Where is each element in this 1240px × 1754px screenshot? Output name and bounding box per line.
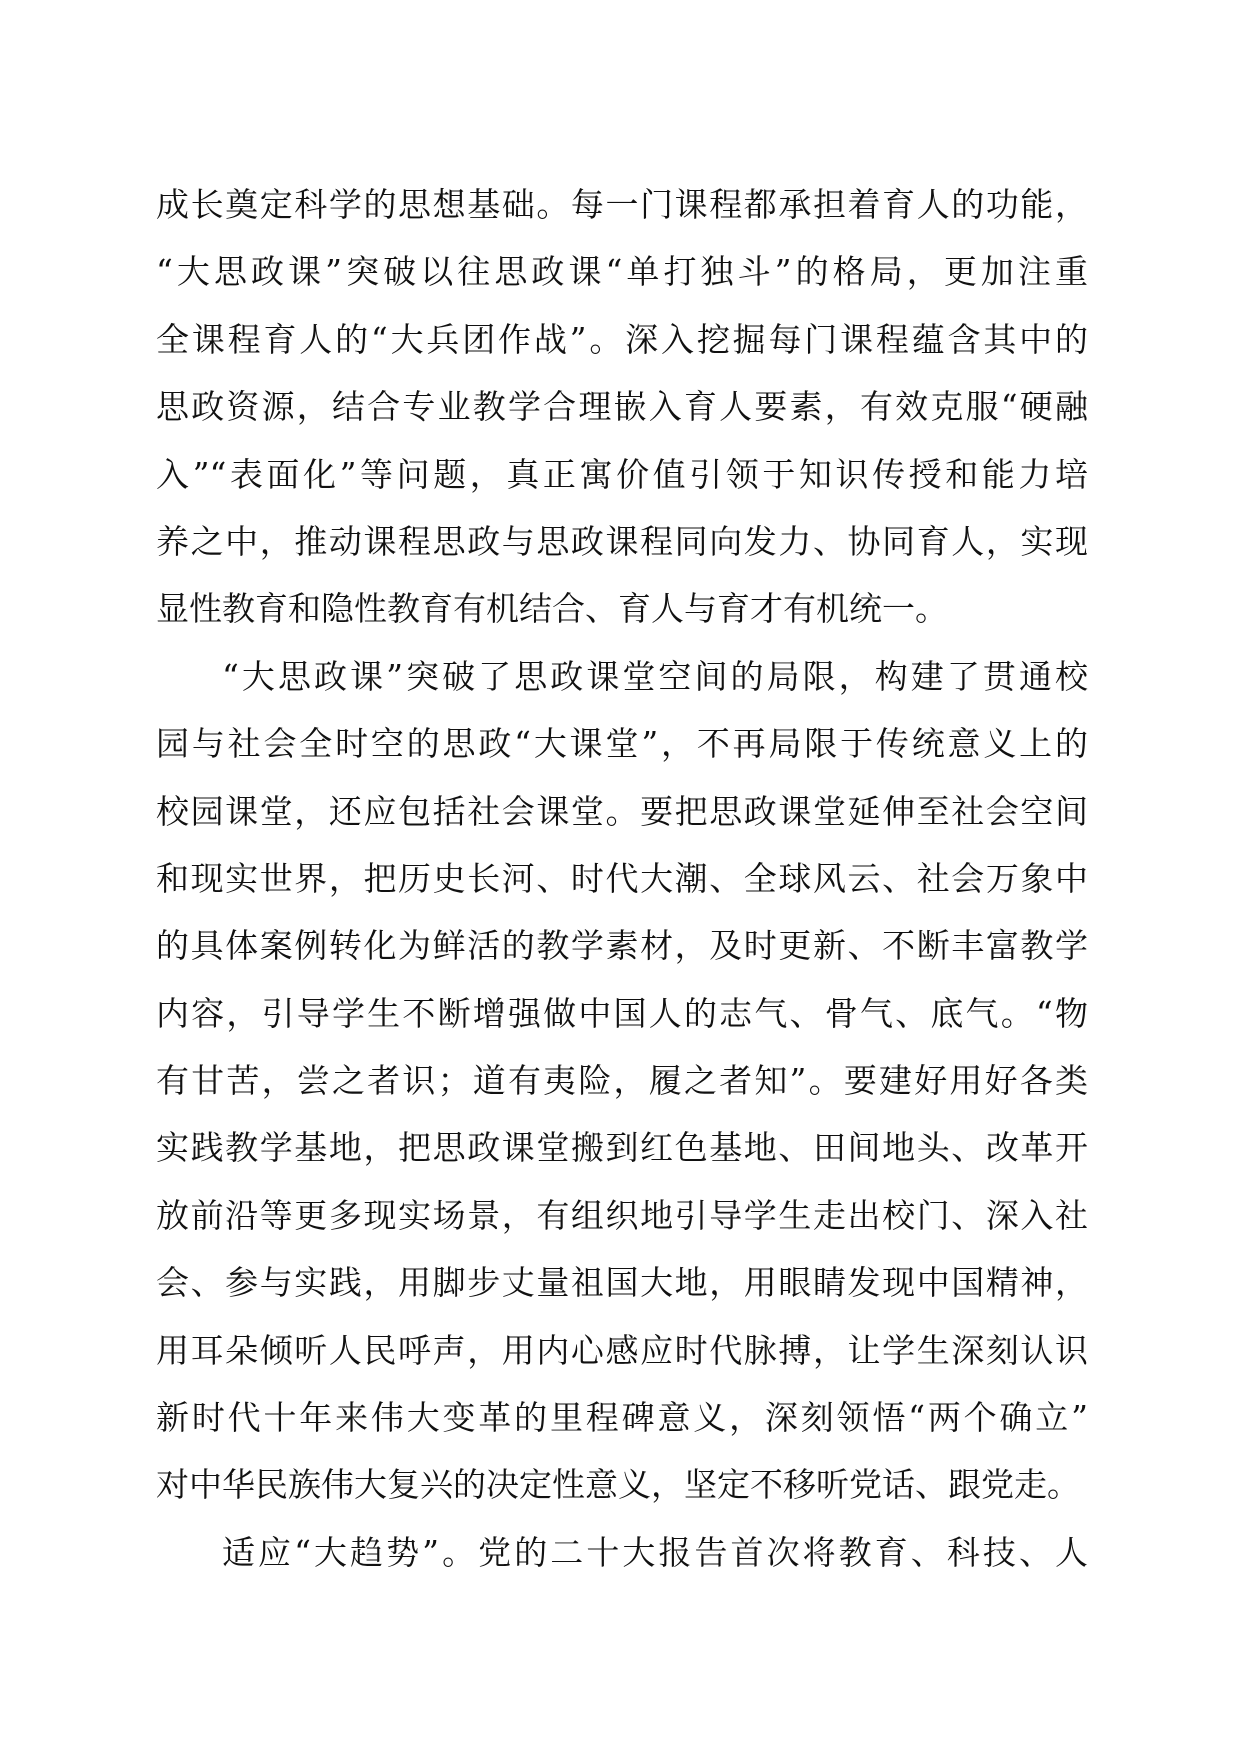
text-line: 显性教育和隐性教育有机结合、育人与育才有机统一。 xyxy=(156,589,948,629)
text-line: 内容，引导学生不断增强做中国人的志气、骨气、底气。“物 xyxy=(156,993,1088,1033)
text-line: 实践教学基地，把思政课堂搬到红色基地、田间地头、改革开 xyxy=(156,1128,1088,1168)
paragraph-start-line: “大思政课”突破了思政课堂空间的局限，构建了贯通校 xyxy=(222,656,1088,696)
body-text xyxy=(156,171,1088,1586)
text-line: 有甘苦，尝之者识；道有夷险，履之者知”。要建好用好各类 xyxy=(156,1061,1088,1101)
text-line: 成长奠定科学的思想基础。每一门课程都承担着育人的功能， xyxy=(156,185,1088,224)
text-line: 入”“表面化”等问题，真正寓价值引领于知识传授和能力培 xyxy=(156,454,1088,494)
text-line: 用耳朵倾听人民呼声，用内心感应时代脉搏，让学生深刻认识 xyxy=(156,1330,1088,1370)
text-line: 的具体案例转化为鲜活的教学素材，及时更新、不断丰富教学 xyxy=(156,926,1088,966)
text-line: 思政资源，结合专业教学合理嵌入育人要素，有效克服“硬融 xyxy=(156,387,1088,427)
paragraph-start-line: 适应“大趋势”。党的二十大报告首次将教育、科技、人 xyxy=(222,1532,1088,1572)
text-line: 会、参与实践，用脚步丈量祖国大地，用眼睛发现中国精神， xyxy=(156,1263,1088,1303)
text-line: 园与社会全时空的思政“大课堂”，不再局限于传统意义上的 xyxy=(156,724,1088,764)
text-line: 校园课堂，还应包括社会课堂。要把思政课堂延伸至社会空间 xyxy=(156,791,1088,831)
text-line: 全课程育人的“大兵团作战”。深入挖掘每门课程蕴含其中的 xyxy=(156,319,1088,359)
text-line: 和现实世界，把历史长河、时代大潮、全球风云、社会万象中 xyxy=(156,858,1088,898)
text-line: 新时代十年来伟大变革的里程碑意义，深刻领悟“两个确立” xyxy=(156,1398,1088,1438)
text-line: “大思政课”突破以往思政课“单打独斗”的格局，更加注重 xyxy=(156,252,1088,292)
text-line: 对中华民族伟大复兴的决定性意义，坚定不移听党话、跟党走。 xyxy=(156,1465,1080,1505)
text-line: 养之中，推动课程思政与思政课程同向发力、协同育人，实现 xyxy=(156,521,1088,561)
text-line: 放前沿等更多现实场景，有组织地引导学生走出校门、深入社 xyxy=(156,1195,1088,1235)
